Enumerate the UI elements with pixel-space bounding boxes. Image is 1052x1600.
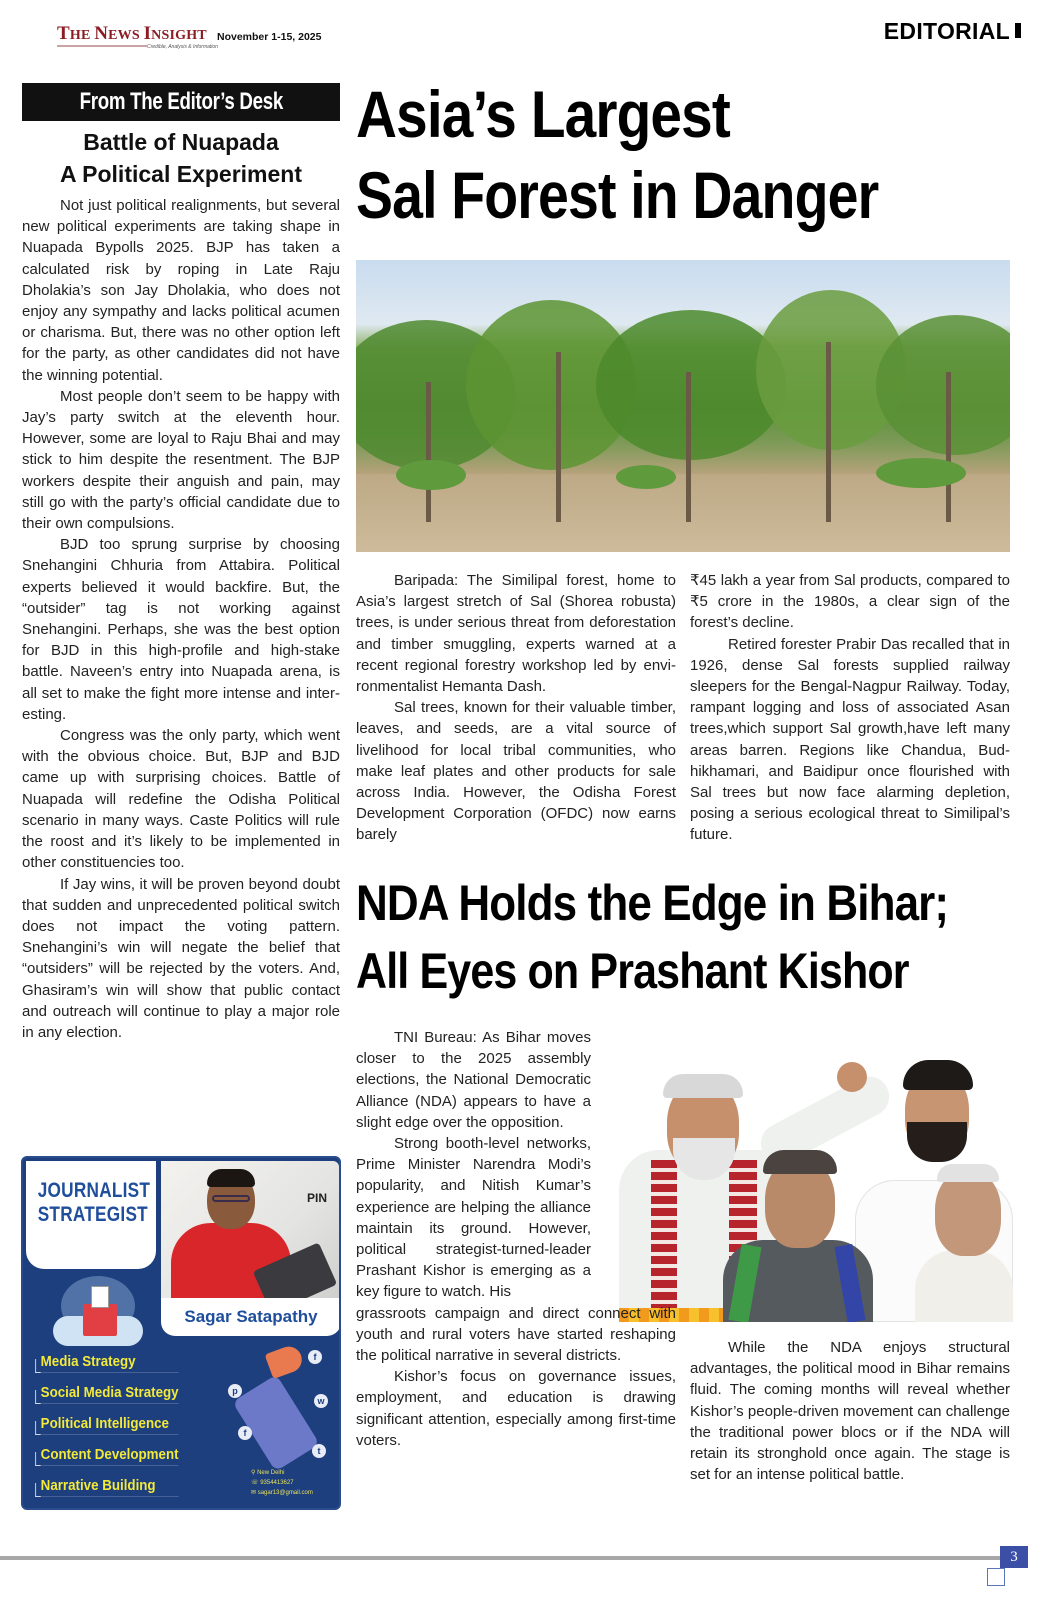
ad-service-item: Political Intelligence xyxy=(37,1415,203,1446)
section-label: EDITORIAL xyxy=(883,18,1010,44)
paragraph-continuation: grassroots campaign and direct connect with youth and rural voters have started reshaping the political narrative in several districts. xyxy=(356,1304,676,1365)
bihar-article-headline-line2: All Eyes on Prashant Kishor xyxy=(356,943,909,999)
editor-column xyxy=(22,83,340,1043)
paragraph: While the NDA enjoys structural advantages, the political mood in Bihar remains fluid. The coming months will reveal whether Kishor’s people-driven movement can challenge the traditional power blocs or if the NDA will retain its stronghold once again. The stage is set for an intense political battle. xyxy=(690,1339,1010,1484)
whatsapp-icon: w xyxy=(314,1394,328,1408)
phone-icon: ☏ xyxy=(251,1480,259,1486)
location-pin-icon: ⚲ xyxy=(251,1470,256,1476)
forest-article-headline-line2: Sal Forest in Danger xyxy=(356,158,879,232)
masthead xyxy=(57,23,218,50)
paragraph: If Jay wins, it will be proven beyond doubt that sudden and unprecedented political switch does not impact the voting pattern. Snehangini’s win will negate the belief that “outsiders” will be rejected by the voters. And, Ghasiram’s win will show that public contact and outreach will continue to play a major role in any election. xyxy=(22,875,340,1041)
bihar-article-column-1 xyxy=(356,1027,676,1451)
bihar-article-headline-line1: NDA Holds the Edge in Bihar; xyxy=(356,875,949,931)
issue-date: November 1-15, 2025 xyxy=(217,31,322,43)
ad-service-item: Content Development xyxy=(37,1446,203,1477)
publication-tagline: Credible, Analysis & Information xyxy=(147,44,218,50)
pin-logo: PIN xyxy=(306,1191,327,1205)
page-number-badge: 3 xyxy=(1000,1546,1028,1568)
paragraph: Sal trees, known for their valuable timber, leaves, and seeds, are a vital source of livelihood for local tribal communities, who make leaf plates and other products for sale across India. However, the Odisha Forest Development Corporation (OFDC) now earns barely xyxy=(356,699,676,844)
forest-article-column-2 xyxy=(690,570,1010,846)
forest-article-column-1 xyxy=(356,570,676,846)
editors-desk-banner: From The Editor’s Desk xyxy=(22,83,340,121)
vote-box-icon xyxy=(53,1276,143,1346)
paragraph: TNI Bureau: As Bihar moves closer to the 2025 assembly elections, the National Democratic Alliance (NDA) appears to have a slight edge over the opposition. xyxy=(356,1029,591,1131)
page-corner-square-icon xyxy=(987,1568,1005,1586)
paragraph: ₹45 lakh a year from Sal products, compared to ₹5 crore in the 1980s, a clear sign of the forest’s decline. xyxy=(690,572,1010,632)
megaphone-phone-illustration xyxy=(228,1344,328,1464)
paragraph: Most people don’t seem to be happy with Jay’s party switch at the eleventh hour. However, some are loyal to Raju Bhai and may stick to him despite the resentment. The BJP workers despite their anguish and pain, may still go with the party’s official candidate due to their own compulsions. xyxy=(22,387,340,533)
editorial-headline: Battle of Nuapada A Political Experiment xyxy=(60,129,302,187)
paragraph: Not just political realignments, but several new political experiments are taking shape in Nuapada Bypolls 2025. BJP has taken a calculated risk by roping in Late Raju Dholakia’s son Jay Dholakia, who does not enjoy any sympathy and lacks political acumen or charisma. But, there was no other option left for the party, as other candidates did not have the winning potential. xyxy=(22,197,340,384)
journalist-strategist-ad[interactable] xyxy=(21,1156,341,1510)
ad-service-item: Media Strategy xyxy=(37,1353,203,1384)
ad-service-item: Narrative Building xyxy=(37,1477,203,1508)
ad-service-item: Social Media Strategy xyxy=(37,1384,203,1415)
paragraph: Baripada: The Similipal forest, home to Asia’s largest stretch of Sal (Shorea robusta) trees, is under serious threat from deforestation and timber smuggling, experts warned at a recent regional forestry workshop led by environmentalist Hemanta Dash. xyxy=(356,572,676,696)
twitter-icon: t xyxy=(312,1444,326,1458)
paragraph: Kishor’s focus on governance issues, employment, and education is drawing significant attention, especially among first-time voters. xyxy=(356,1368,676,1449)
ad-contact-info: ⚲ New Delhi ☏ 9354413627 ✉ sagar13@gmail.com xyxy=(251,1470,313,1496)
ad-name-box xyxy=(161,1298,341,1336)
paragraph: Congress was the only party, which went with the obvious choice. But, BJP and BJD came up with surprising choices. Battle of Nuapada will redefine the Odisha Political scenario in many ways. Caste Politics will rule the roost and it’s likely to be implemented in other constituencies too. xyxy=(22,727,340,872)
facebook-icon: f xyxy=(308,1350,322,1364)
ad-title-box: JOURNALIST STRATEGIST xyxy=(26,1161,156,1269)
publication-logo[interactable]: THE NEWS INSIGHT xyxy=(57,23,207,44)
section-marker-bar xyxy=(1015,23,1021,38)
logo-underline xyxy=(57,45,147,47)
bihar-article-column-2 xyxy=(690,1337,1010,1485)
paragraph: Strong booth-level networks, Prime Minister Narendra Modi’s popularity, and Nitish Kumar’s experience are helping the alliance maintain its ground. However, political strategist-turned-leader Prashant Kishor is emerging as a key figure to watch. His xyxy=(356,1135,591,1301)
ad-services-list xyxy=(37,1353,217,1508)
sal-forest-photo xyxy=(356,260,1010,552)
forest-article-headline-line1: Asia’s Largest xyxy=(356,77,730,151)
footer-divider xyxy=(0,1556,1000,1560)
email-icon: ✉ xyxy=(251,1490,257,1496)
editorial-body xyxy=(22,195,340,1043)
paragraph: BJD too sprung surprise by choosing Snehangini Chhuria from Attabira. Political experts believed it would backfire. But, the “outsider” tag is not working against Snehangini. Perhaps, she was the best option for BJD in this high-profile and high-stake battle. Naveen’s entry into Nuapada arena, is all set to make the fight more intense and interesting. xyxy=(22,536,340,723)
facebook-icon: f xyxy=(238,1426,252,1440)
ad-portrait-photo xyxy=(161,1161,339,1301)
paragraph: Retired forester Prabir Das recalled that in 1926, dense Sal forests supplied railway sleepers for the Bengal-Nagpur Railway. Today, rampant logging and loss of associated Asan trees,which support Sal growth,have left many areas barren. Regions like Chandua, Budhikhamari, and Baidipur once flourished with Sal trees but now face alarming depletion, posing a serious ecological threat to Similipal’s future. xyxy=(690,635,1010,844)
phone-icon xyxy=(232,1374,320,1471)
ad-person-name: Sagar Satapathy xyxy=(184,1307,318,1326)
megaphone-icon xyxy=(265,1343,306,1379)
pinterest-icon: p xyxy=(228,1384,242,1398)
